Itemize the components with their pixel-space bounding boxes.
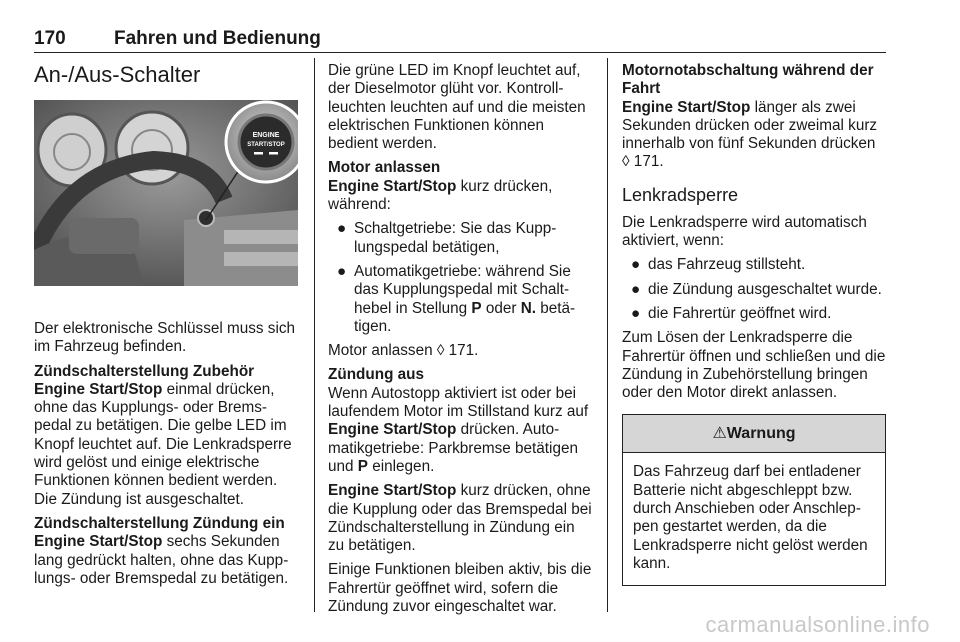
subhead-ignition-on: Zündschalterstellung Zündung ein [34, 514, 285, 532]
keyword-engine-start-stop: Engine Start/Stop [328, 482, 457, 500]
start-conditions-list [328, 220, 594, 336]
column-divider-1 [314, 58, 315, 612]
list-item-text: die Zündung ausgeschaltet wurde. [648, 280, 882, 298]
list-item-text: Automatikgetriebe: während Sie das Kupplungspedal mit Schalthebel in Stellung [354, 262, 571, 317]
dashboard-illustration [34, 100, 298, 286]
bullet-icon: ● [631, 280, 641, 298]
keyword-engine-start-stop: Engine Start/Stop [328, 177, 457, 195]
functions-active-text: Einige Funktionen bleiben aktiv, bis die Fahrertür geöffnet wird, sofern die Zündung zuvor eingeschaltet war. [328, 561, 592, 616]
column-3 [622, 62, 886, 586]
list-item [328, 263, 594, 336]
gear-p: P [357, 457, 368, 475]
list-item [622, 256, 886, 274]
ignition-off-body: Wenn Autostopp aktiviert ist oder bei laufendem Motor im Stillstand kurz auf [328, 384, 589, 421]
warning-text: Das Fahrzeug darf bei entladener Batterie nicht abgeschleppt bzw. durch Anschieben oder Anschleppen gestartet werden, da die Lenkradsperre nicht gelöst werden kann. [633, 463, 868, 572]
subhead-start-engine: Motor anlassen [328, 159, 441, 177]
reference-page: 171. [444, 342, 479, 360]
watermark: carmanualsonline.info [705, 612, 930, 637]
accessory-text [34, 381, 299, 509]
bullet-icon: ● [631, 256, 641, 274]
list-item [622, 281, 886, 299]
subhead-accessory: Zündschalterstellung Zubehör [34, 362, 255, 380]
emergency-body: länger als zwei Sekunden drücken oder zweimal kurz innerhalb von fünf Sekunden drücken [622, 98, 878, 153]
column-1 [34, 62, 299, 594]
page-reference-icon[interactable]: ◊ [622, 153, 630, 171]
subhead-ignition-off: Zündung aus [328, 366, 425, 384]
reference-page[interactable]: 171. [629, 153, 664, 171]
button-label-engine: ENGINE [252, 132, 280, 139]
ignition-off-body: einlegen. [367, 457, 435, 475]
warning-box [622, 414, 886, 586]
start-reference[interactable] [328, 342, 594, 360]
gear-n: N. [520, 299, 537, 317]
start-engine-body: kurz drücken, während: [328, 177, 553, 214]
warning-icon: ⚠ [712, 425, 727, 443]
keyword-engine-start-stop: Engine Start/Stop [34, 533, 163, 551]
keyword-engine-start-stop: Engine Start/Stop [34, 380, 163, 398]
reference-text: Motor anlassen [328, 342, 437, 360]
engine-off-text [328, 482, 594, 555]
ignition-off-text [328, 385, 594, 476]
keyword-engine-start-stop: Engine Start/Stop [622, 98, 751, 116]
bullet-icon: ● [631, 304, 641, 322]
start-engine-text [328, 178, 594, 215]
ignition-off-body: drücken. Automatikgetriebe: Parkbremse betätigen und [328, 421, 578, 475]
steering-lock-release: Zum Lösen der Lenkradsperre die Fahrertür öffnen und schließen und die Zündung in Zubehörstellung bringen oder den Motor direkt anlassen. [622, 329, 886, 402]
column-divider-2 [607, 58, 608, 612]
warning-header [623, 415, 885, 453]
button-label-startstop: START/STOP [247, 142, 285, 148]
steering-lock-title: Lenkradsperre [622, 184, 739, 205]
list-item [328, 220, 594, 257]
accessory-body: einmal drücken, ohne das Kupplungs- oder Bremspedal zu betätigen. Die gelbe LED im Knopf leuchtet auf. Die Lenkradsperre wird gelöst und einige elektrische Funktionen können bedient werden. Die Zündung ist ausgeschaltet. [34, 380, 292, 508]
list-item [622, 305, 886, 323]
page-header [34, 28, 886, 53]
ignition-on-body: sechs Sekunden lang gedrückt halten, ohne das Kupplungs- oder Bremspedal zu betätigen. [34, 533, 289, 587]
column-2 [328, 62, 594, 622]
dashboard-photo [34, 100, 298, 286]
ignition-on-text [34, 533, 299, 588]
intro-text: Der elektronische Schlüssel muss sich im Fahrzeug befinden. [34, 320, 295, 356]
bullet-icon: ● [337, 220, 347, 238]
emergency-stop-text [622, 99, 886, 172]
keyword-engine-start-stop: Engine Start/Stop [328, 421, 457, 439]
subhead-emergency-stop: Motornotabschaltung während der Fahrt [622, 62, 874, 98]
steering-lock-intro: Die Lenkradsperre wird automatisch aktiviert, wenn: [622, 213, 867, 250]
gear-p: P [471, 299, 482, 317]
list-item-text: oder [481, 299, 521, 317]
page-number: 170 [34, 28, 66, 49]
running-title: Fahren und Bedienung [114, 28, 321, 49]
list-item-text: die Fahrertür geöffnet wird. [648, 304, 832, 322]
glow-text: Die grüne LED im Knopf leuchtet auf, der Dieselmotor glüht vor. Kontrollleuchten leuchten auf und die meisten elektrischen Funktionen können bedient werden. [328, 62, 586, 153]
list-item-text: das Fahrzeug stillsteht. [648, 256, 806, 274]
steering-lock-list [622, 256, 886, 323]
bullet-icon: ● [337, 262, 347, 280]
page-reference-icon: ◊ [436, 342, 445, 360]
section-title: An-/Aus-Schalter [34, 62, 201, 87]
list-item-text: Schaltgetriebe: Sie das Kupplungspedal betätigen, [354, 220, 557, 256]
engine-off-body: kurz drücken, ohne die Kupplung oder das Bremspedal bei Zündschalterstellung in Zündung ein zu betätigen. [328, 482, 592, 555]
list-item-text: betätigen. [354, 299, 576, 335]
warning-title: Warnung [726, 425, 796, 443]
